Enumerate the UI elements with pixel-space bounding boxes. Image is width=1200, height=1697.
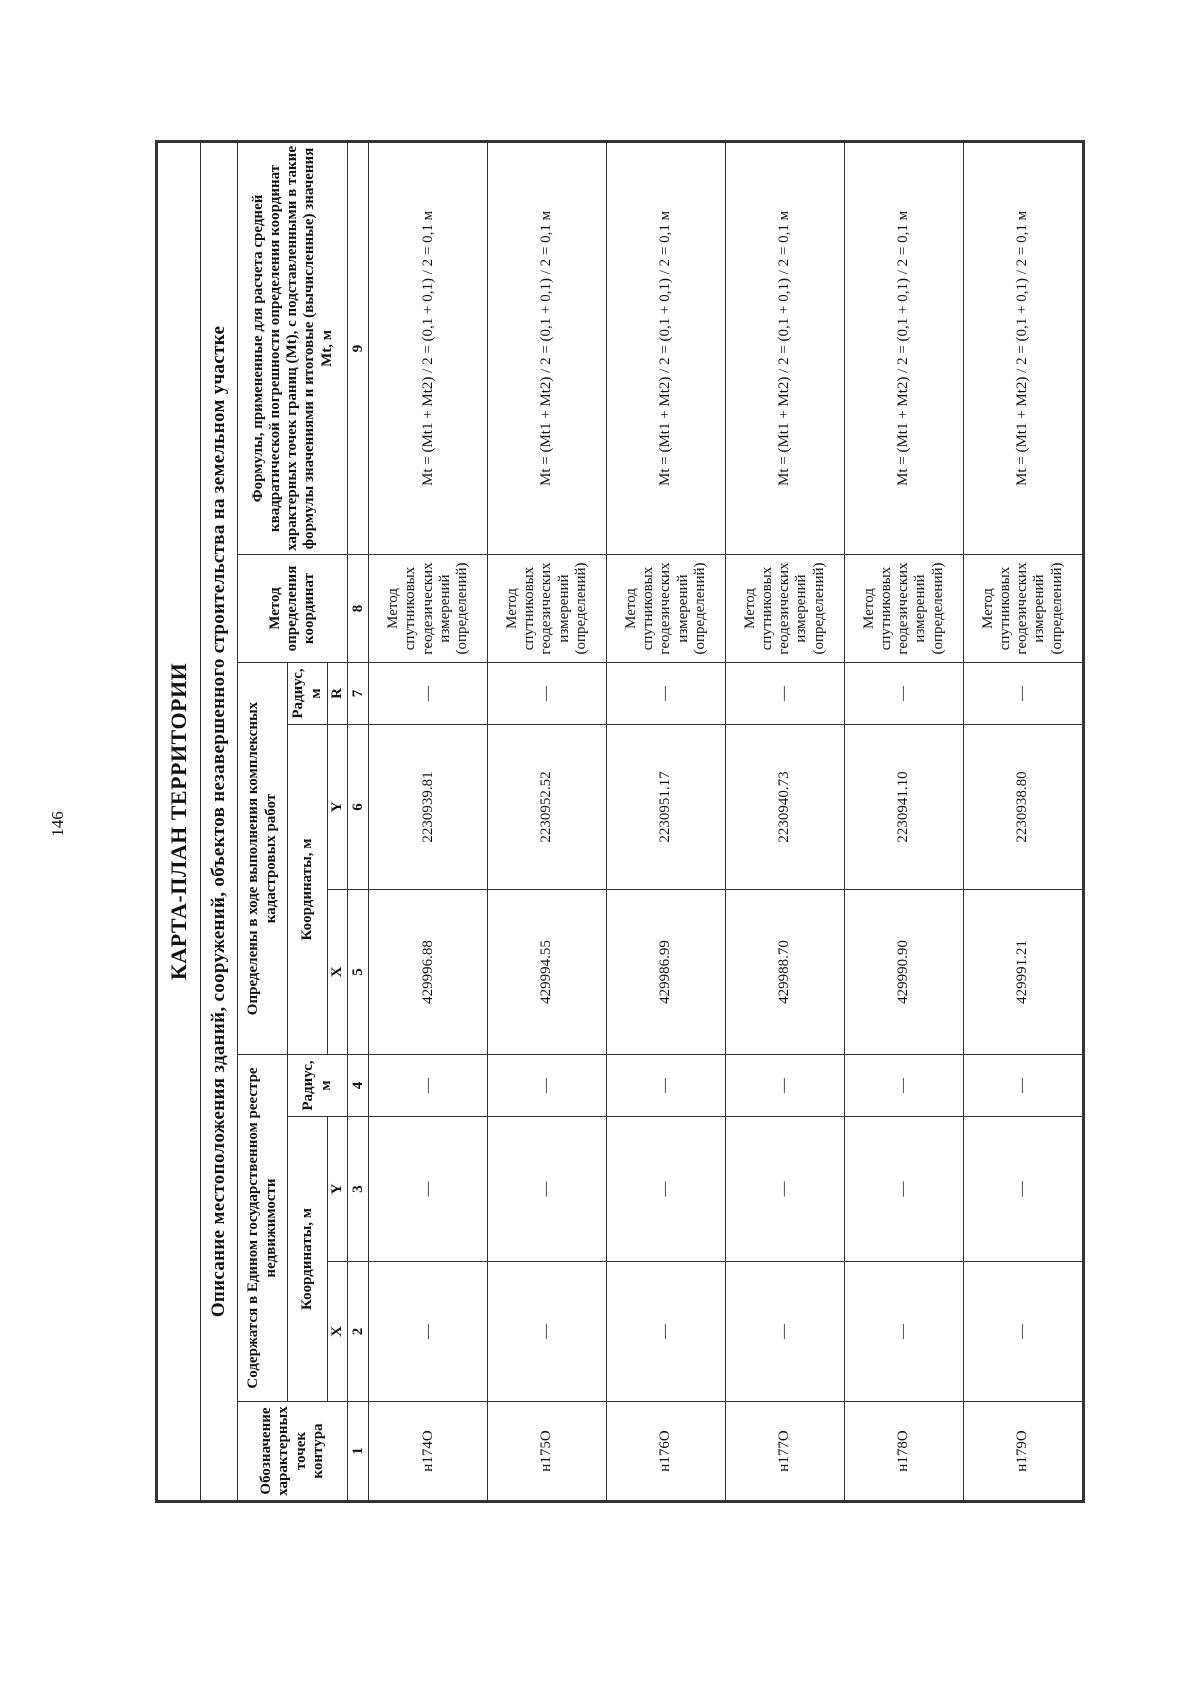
coord-r: — bbox=[607, 663, 726, 725]
column-number: 6 bbox=[348, 725, 369, 890]
coord-y: 2230939.81 bbox=[369, 725, 488, 890]
formula-cell: Mt = (Mt1 + Mt2) / 2 = (0,1 + 0,1) / 2 = 0,1 м bbox=[488, 141, 607, 554]
egrn-r: — bbox=[963, 1055, 1083, 1117]
egrn-x: — bbox=[844, 1262, 963, 1402]
point-id: н175О bbox=[488, 1402, 607, 1502]
coord-y: 2230938.80 bbox=[963, 725, 1083, 890]
egrn-y: — bbox=[607, 1117, 726, 1262]
column-number: 1 bbox=[348, 1402, 369, 1502]
method-cell: Метод спутниковых геодезических измерений (определений) bbox=[369, 555, 488, 663]
point-id: н176О bbox=[607, 1402, 726, 1502]
point-id: н174О bbox=[369, 1402, 488, 1502]
coord-r: — bbox=[369, 663, 488, 725]
coord-y: 2230952.52 bbox=[488, 725, 607, 890]
coordinates-table bbox=[155, 140, 1085, 1503]
coord-r: — bbox=[844, 663, 963, 725]
coord-y: 2230951.17 bbox=[607, 725, 726, 890]
coord-x: 429991.21 bbox=[963, 890, 1083, 1055]
header-works-y: Y bbox=[328, 725, 348, 890]
coord-y: 2230941.10 bbox=[844, 725, 963, 890]
header-formulas: Формулы, примененные для расчета средней квадратической погрешности определения координат характерных точек границ (Mt), с подставленными в такие формулы значениями и итоговые (вычисленные) значения Mt, м bbox=[238, 141, 348, 554]
method-cell: Метод спутниковых геодезических измерений (определений) bbox=[488, 555, 607, 663]
egrn-x: — bbox=[488, 1262, 607, 1402]
method-cell: Метод спутниковых геодезических измерений (определений) bbox=[725, 555, 844, 663]
egrn-r: — bbox=[488, 1055, 607, 1117]
coord-r: — bbox=[725, 663, 844, 725]
table-row bbox=[725, 141, 844, 1501]
coord-r: — bbox=[488, 663, 607, 725]
egrn-y: — bbox=[369, 1117, 488, 1262]
header-works-x: X bbox=[328, 890, 348, 1055]
coord-r: — bbox=[963, 663, 1083, 725]
header-method: Метод определения координат bbox=[238, 555, 348, 663]
coord-x: 429986.99 bbox=[607, 890, 726, 1055]
table-row bbox=[369, 141, 488, 1501]
header-egrn-radius: Радиус, м bbox=[288, 1055, 348, 1117]
document-subtitle: Описание местоположения зданий, сооружений, объектов незавершенного строительства на земельном участке bbox=[201, 141, 238, 1501]
rotated-table-container bbox=[155, 143, 1085, 1503]
header-egrn-coordinates: Координаты, м bbox=[288, 1117, 328, 1402]
page-number: 146 bbox=[48, 811, 67, 837]
header-works-r: R bbox=[328, 663, 348, 725]
egrn-y: — bbox=[488, 1117, 607, 1262]
egrn-x: — bbox=[725, 1262, 844, 1402]
coord-x: 429996.88 bbox=[369, 890, 488, 1055]
header-egrn-y: Y bbox=[328, 1117, 348, 1262]
method-cell: Метод спутниковых геодезических измерений (определений) bbox=[963, 555, 1083, 663]
formula-cell: Mt = (Mt1 + Mt2) / 2 = (0,1 + 0,1) / 2 = 0,1 м bbox=[607, 141, 726, 554]
document-title: КАРТА-ПЛАН ТЕРРИТОРИИ bbox=[157, 141, 201, 1501]
column-number: 4 bbox=[348, 1055, 369, 1117]
column-number: 2 bbox=[348, 1262, 369, 1402]
egrn-r: — bbox=[607, 1055, 726, 1117]
header-egrn-group: Содержатся в Едином государственном реестре недвижимости bbox=[238, 1055, 288, 1402]
coord-x: 429994.55 bbox=[488, 890, 607, 1055]
header-works-group: Определены в ходе выполнения комплексных кадастровых работ bbox=[238, 663, 288, 1055]
egrn-r: — bbox=[844, 1055, 963, 1117]
point-id: н177О bbox=[725, 1402, 844, 1502]
egrn-y: — bbox=[844, 1117, 963, 1262]
point-id: н178О bbox=[844, 1402, 963, 1502]
formula-cell: Mt = (Mt1 + Mt2) / 2 = (0,1 + 0,1) / 2 = 0,1 м bbox=[844, 141, 963, 554]
table-row bbox=[963, 141, 1083, 1501]
coord-y: 2230940.73 bbox=[725, 725, 844, 890]
header-works-radius: Радиус, м bbox=[288, 663, 328, 725]
header-works-coordinates: Координаты, м bbox=[288, 725, 328, 1055]
egrn-r: — bbox=[369, 1055, 488, 1117]
column-number: 8 bbox=[348, 555, 369, 663]
formula-cell: Mt = (Mt1 + Mt2) / 2 = (0,1 + 0,1) / 2 = 0,1 м bbox=[725, 141, 844, 554]
column-number: 5 bbox=[348, 890, 369, 1055]
coord-x: 429990.90 bbox=[844, 890, 963, 1055]
egrn-x: — bbox=[369, 1262, 488, 1402]
column-number: 3 bbox=[348, 1117, 369, 1262]
column-number: 7 bbox=[348, 663, 369, 725]
table-row bbox=[488, 141, 607, 1501]
coord-x: 429988.70 bbox=[725, 890, 844, 1055]
point-id: н179О bbox=[963, 1402, 1083, 1502]
egrn-x: — bbox=[963, 1262, 1083, 1402]
header-point-designation: Обозначение характерных точек контура bbox=[238, 1402, 348, 1502]
table-row bbox=[844, 141, 963, 1501]
column-number: 9 bbox=[348, 141, 369, 554]
formula-cell: Mt = (Mt1 + Mt2) / 2 = (0,1 + 0,1) / 2 = 0,1 м bbox=[963, 141, 1083, 554]
egrn-r: — bbox=[725, 1055, 844, 1117]
method-cell: Метод спутниковых геодезических измерений (определений) bbox=[607, 555, 726, 663]
method-cell: Метод спутниковых геодезических измерений (определений) bbox=[844, 555, 963, 663]
egrn-y: — bbox=[963, 1117, 1083, 1262]
table-row bbox=[607, 141, 726, 1501]
egrn-x: — bbox=[607, 1262, 726, 1402]
formula-cell: Mt = (Mt1 + Mt2) / 2 = (0,1 + 0,1) / 2 = 0,1 м bbox=[369, 141, 488, 554]
egrn-y: — bbox=[725, 1117, 844, 1262]
header-egrn-x: X bbox=[328, 1262, 348, 1402]
